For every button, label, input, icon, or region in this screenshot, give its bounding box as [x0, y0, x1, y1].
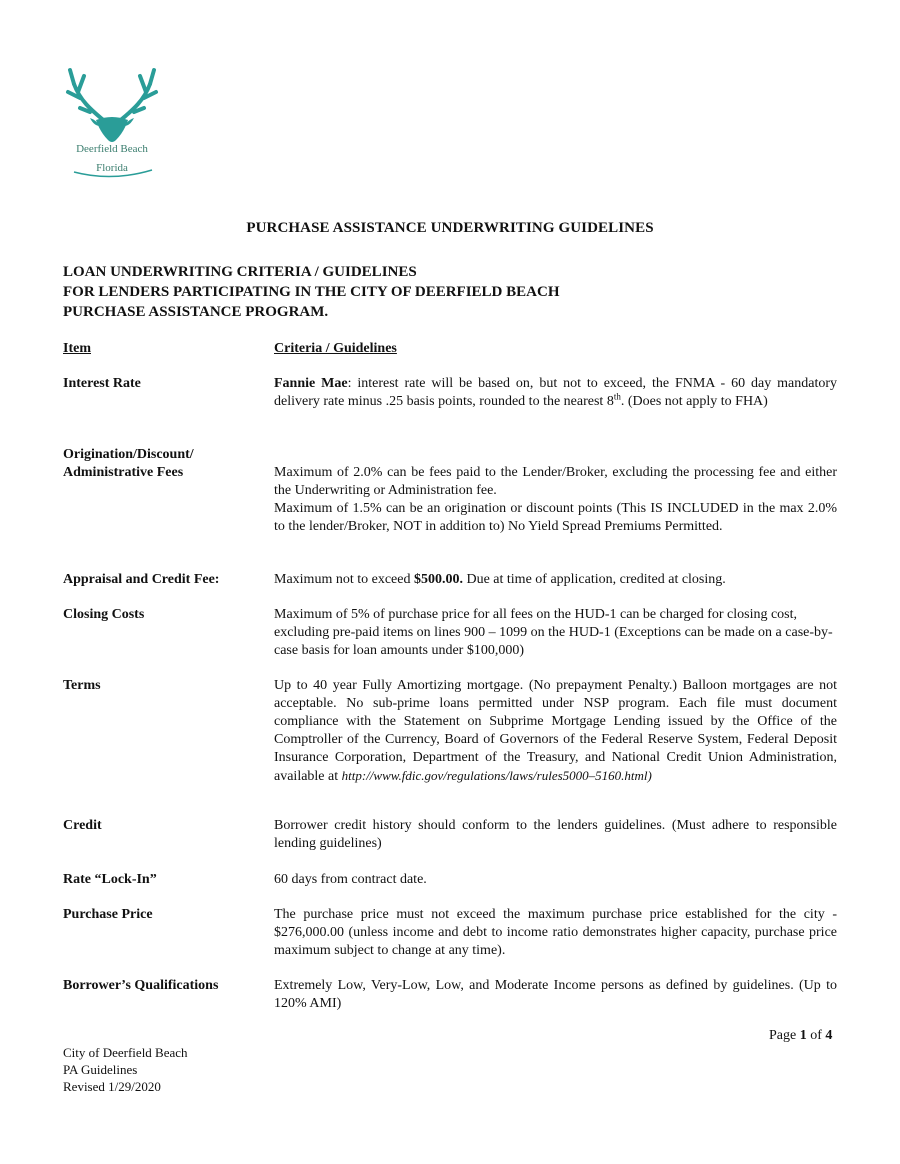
- row-criteria: Extremely Low, Very-Low, Low, and Moderate Income persons as defined by guidelines. (Up to 120% AMI): [274, 978, 837, 1011]
- page-of: of: [806, 1028, 826, 1043]
- row-item-label: Borrower’s Qualifications: [63, 978, 219, 993]
- row-item-label: [63, 446, 268, 482]
- subtitle-line: FOR LENDERS PARTICIPATING IN THE CITY OF DEERFIELD BEACH: [63, 284, 560, 300]
- page-prefix: Page: [769, 1028, 800, 1043]
- footer: [63, 1044, 188, 1095]
- subtitle-line: LOAN UNDERWRITING CRITERIA / GUIDELINES: [63, 264, 417, 280]
- row-item-label: Appraisal and Credit Fee:: [63, 572, 220, 587]
- criteria-text: Up to 40 year Fully Amortizing mortgage. (No prepayment Penalty.) Balloon mortgages are not acceptable. No sub-prime loans permitted under NSP program. Each file must document compliance with the Statement on Subprime Mortgage Lending issued by the Office of the Comptroller of the Currency, Board of Governors of the Federal Reserve System, Federal Deposit Insurance Corporation, Department of the Treasury, and National Credit Union Administration, available at: [274, 678, 837, 784]
- row-criteria: 60 days from contract date.: [274, 872, 427, 887]
- row-item-label: Credit: [63, 818, 102, 833]
- row-item-label: Terms: [63, 678, 101, 693]
- row-item-label: Closing Costs: [63, 607, 145, 622]
- row-criteria: Maximum of 5% of purchase price for all fees on the HUD-1 can be charged for closing cost, excluding pre-paid items on lines 900 – 1099 on the HUD-1 (Exceptions can be made on a case-by-case basis for loan amounts under $100,000): [274, 607, 833, 658]
- header-criteria: Criteria / Guidelines: [274, 341, 397, 356]
- subtitle-line: PURCHASE ASSISTANCE PROGRAM.: [63, 304, 329, 320]
- page-number: [769, 1028, 832, 1044]
- row-criteria: Borrower credit history should conform to the lenders guidelines. (Must adhere to responsible lending guidelines): [274, 818, 837, 851]
- row-criteria: [274, 464, 837, 536]
- row-item-label: Purchase Price: [63, 907, 153, 922]
- row-criteria: [274, 571, 837, 589]
- row-criteria: [274, 375, 837, 411]
- row-criteria: The purchase price must not exceed the maximum purchase price established for the city - $276,000.00 (unless income and debt to income ratio demonstrates higher capacity, purchase price maximum subject to change at any time).: [274, 907, 837, 958]
- footer-line: City of Deerfield Beach: [63, 1045, 188, 1060]
- criteria-text-tail: Due at time of application, credited at closing.: [462, 572, 726, 587]
- logo-text-line2: Florida: [96, 162, 128, 174]
- document-title: PURCHASE ASSISTANCE UNDERWRITING GUIDELINES: [246, 220, 654, 236]
- fee-amount: $500.00.: [413, 572, 463, 587]
- row-item-label-line: Origination/Discount/: [63, 447, 194, 462]
- row-item-label-line: Administrative Fees: [63, 465, 184, 480]
- logo-text-line1: Deerfield Beach: [76, 143, 148, 155]
- criteria-paragraph: Maximum of 2.0% can be fees paid to the Lender/Broker, excluding the processing fee and either the Underwriting or Administration fee.: [274, 465, 837, 498]
- criteria-text: Maximum not to exceed: [274, 572, 414, 587]
- row-item-label: Rate “Lock-In”: [63, 872, 157, 887]
- footer-line: Revised 1/29/2020: [63, 1079, 161, 1094]
- superscript: th: [613, 391, 621, 402]
- criteria-paragraph: Maximum of 1.5% can be an origination or discount points (This IS INCLUDED in the max 2.0% to the lender/Broker, NOT in addition to) No Yield Spread Premiums Permitted.: [274, 501, 837, 534]
- document-subtitle: [63, 262, 783, 322]
- page-current: 1: [799, 1028, 807, 1043]
- criteria-text: : interest rate will be based on, but not to exceed, the FNMA - 60 day mandatory delivery rate minus .25 basis points, rounded to the nearest 8: [274, 376, 837, 409]
- footer-line: PA Guidelines: [63, 1062, 138, 1077]
- fdic-link[interactable]: http://www.fdic.gov/regulations/laws/rules5000–5160.html): [341, 768, 652, 783]
- row-item-label: Interest Rate: [63, 376, 141, 391]
- row-criteria: [274, 677, 837, 786]
- header-item: Item: [63, 341, 91, 356]
- page-total: 4: [825, 1028, 833, 1043]
- criteria-text-tail: . (Does not apply to FHA): [620, 394, 768, 409]
- fannie-mae-label: Fannie Mae: [274, 376, 348, 391]
